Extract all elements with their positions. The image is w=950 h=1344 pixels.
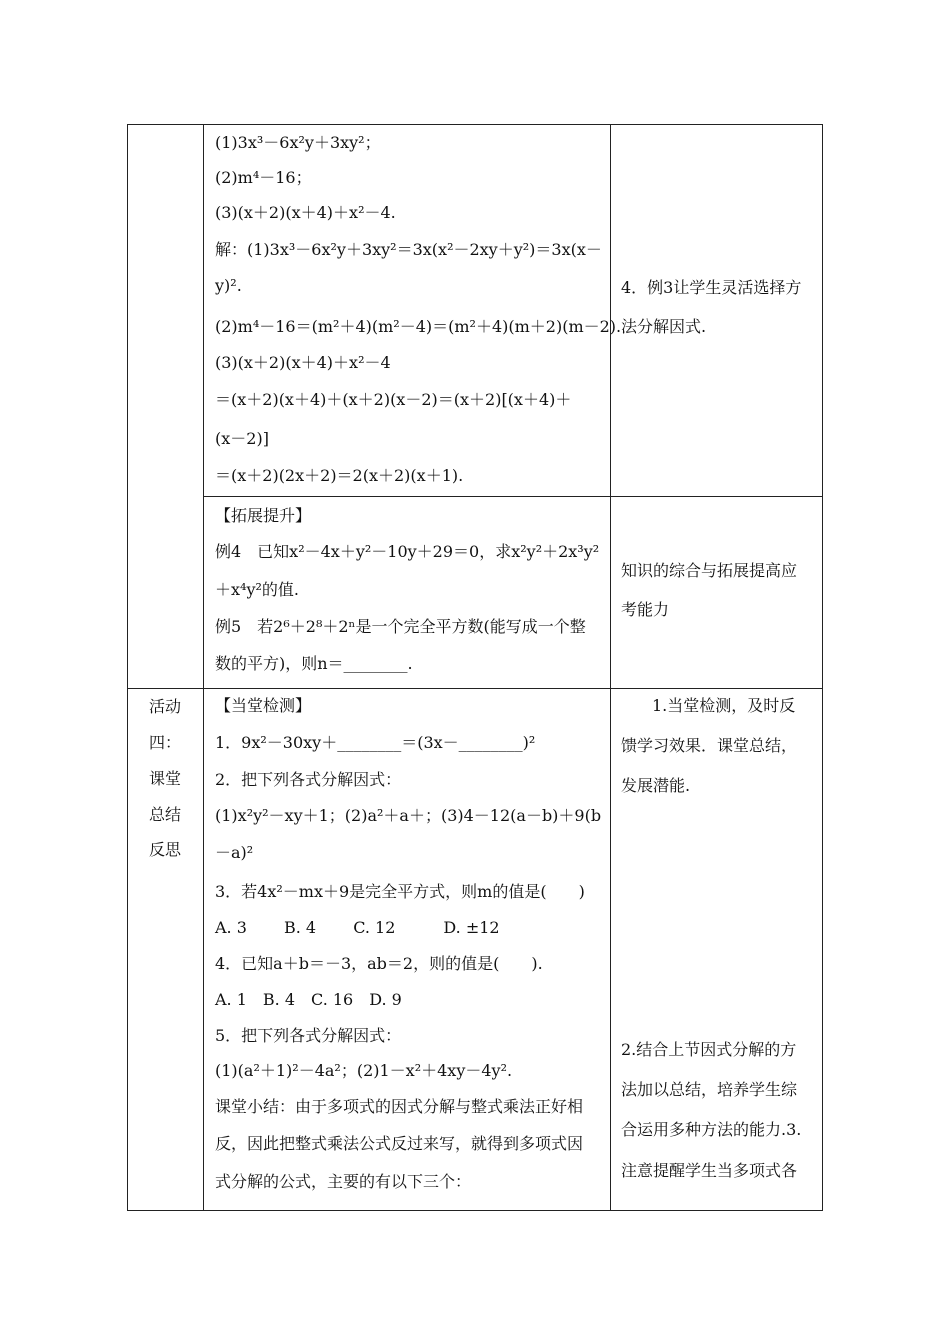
- note-line: 注意提醒学生当多项式各: [621, 1161, 798, 1180]
- row-divider-2: [127, 688, 823, 689]
- note-line: 考能力: [621, 600, 670, 619]
- text-line: 数的平方)，则n＝________.: [215, 654, 413, 673]
- note-line: 2.结合上节因式分解的方: [621, 1040, 797, 1059]
- activity-label: 活动: [149, 697, 182, 716]
- text-line: ＋x⁴y²的值.: [215, 580, 299, 599]
- table-border-top: [127, 124, 823, 125]
- note-line: 法加以总结，培养学生综: [621, 1080, 798, 1099]
- text-line: (3)(x＋2)(x＋4)＋x²－4.: [215, 203, 396, 222]
- note-line: 发展潜能.: [621, 776, 691, 795]
- question-line: 5．把下列各式分解因式：: [215, 1026, 402, 1045]
- table-border-bottom: [127, 1210, 823, 1211]
- text-line: (2)m⁴－16；: [215, 168, 312, 187]
- note-line: 法分解因式.: [621, 317, 707, 336]
- column-divider-1: [203, 124, 204, 1211]
- question-line: 3．若4x²－mx＋9是完全平方式，则m的值是( ): [215, 882, 585, 901]
- table-border-left: [127, 124, 128, 1211]
- answer-options: A. 3 B. 4 C. 12 D. ±12: [215, 918, 500, 937]
- text-line: y)².: [215, 276, 242, 295]
- table-border-right: [822, 124, 823, 1211]
- note-line: 馈学习效果．课堂总结，: [621, 736, 798, 755]
- activity-label: 四：: [149, 733, 182, 752]
- summary-line: 反，因此把整式乘法公式反过来写，就得到多项式因: [215, 1134, 584, 1153]
- note-line: 知识的综合与拓展提高应: [621, 561, 798, 580]
- text-line: (2)m⁴－16＝(m²＋4)(m²－4)＝(m²＋4)(m＋2)(m－2).: [215, 317, 622, 336]
- activity-label: 课堂: [149, 769, 182, 788]
- question-line: 4．已知a＋b＝－3，ab＝2，则的值是( ).: [215, 954, 543, 973]
- note-line: 合运用多种方法的能力.3.: [621, 1120, 802, 1139]
- note-line: 4．例3让学生灵活选择方: [621, 278, 802, 297]
- question-line: (1)(a²＋1)²－4a²；(2)1－x²＋4xy－4y².: [215, 1061, 513, 1080]
- text-line: (3)(x＋2)(x＋4)＋x²－4: [215, 353, 391, 372]
- answer-options: A. 1 B. 4 C. 16 D. 9: [215, 990, 402, 1009]
- text-line: 例5 若2⁶＋2⁸＋2ⁿ是一个完全平方数(能写成一个整: [215, 617, 586, 636]
- question-line: －a)²: [215, 843, 254, 862]
- text-line: 解：(1)3x³－6x²y＋3xy²＝3x(x²－2xy＋y²)＝3x(x－: [215, 240, 602, 259]
- activity-label: 总结: [149, 805, 182, 824]
- summary-line: 课堂小结：由于多项式的因式分解与整式乘法正好相: [215, 1097, 584, 1116]
- question-line: 2．把下列各式分解因式：: [215, 770, 402, 789]
- note-line: 1.当堂检测，及时反: [652, 696, 796, 715]
- row-divider-1: [203, 496, 823, 497]
- text-line: (1)3x³－6x²y＋3xy²；: [215, 133, 381, 152]
- column-divider-2: [610, 124, 611, 1211]
- activity-label: 反思: [149, 840, 182, 859]
- question-line: 1．9x²－30xy＋________＝(3x－________)²: [215, 733, 536, 752]
- summary-line: 式分解的公式，主要的有以下三个：: [215, 1172, 472, 1191]
- text-line: ＝(x＋2)(x＋4)＋(x＋2)(x－2)＝(x＋2)[(x＋4)＋: [215, 390, 572, 409]
- section-heading: 【拓展提升】: [215, 506, 312, 525]
- text-line: ＝(x＋2)(2x＋2)＝2(x＋2)(x＋1).: [215, 466, 464, 485]
- text-line: (x－2)]: [215, 429, 269, 448]
- text-line: 例4 已知x²－4x＋y²－10y＋29＝0，求x²y²＋2x³y²: [215, 542, 600, 561]
- question-line: (1)x²y²－xy＋1；(2)a²＋a＋；(3)4－12(a－b)＋9(b: [215, 806, 602, 825]
- section-heading: 【当堂检测】: [215, 696, 312, 715]
